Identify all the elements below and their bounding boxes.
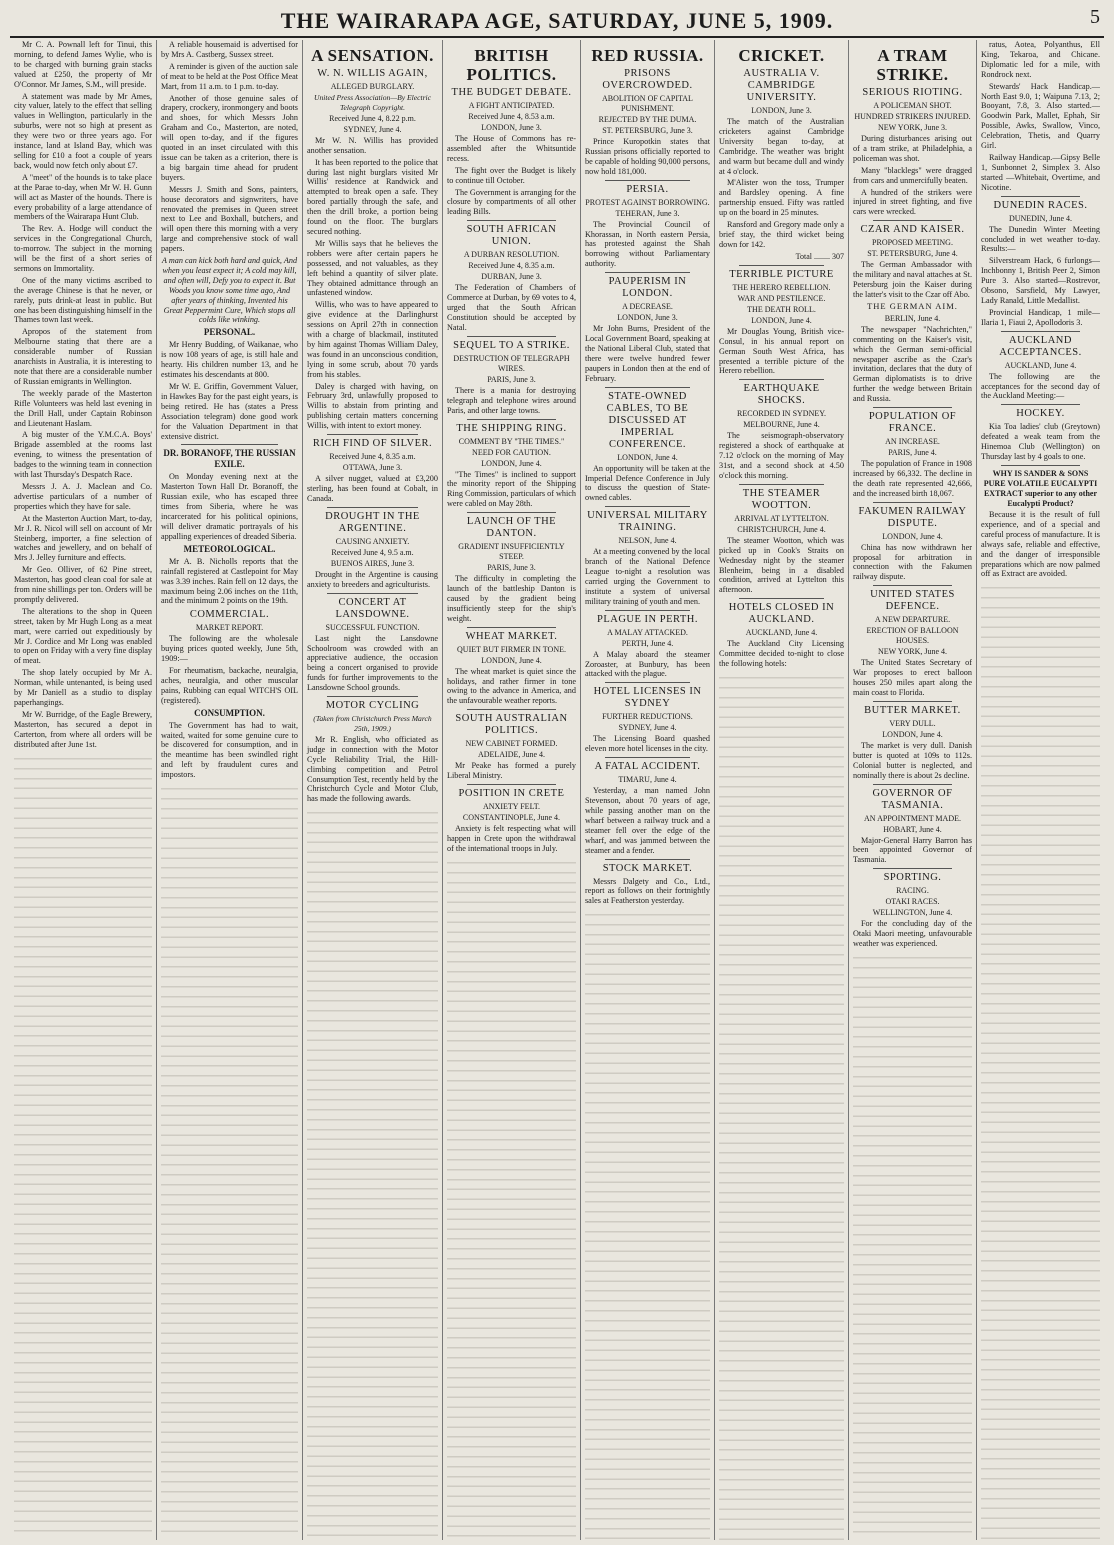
dateline: OTTAWA, June 3.	[342, 463, 403, 473]
dateline: PARIS, June 4.	[888, 448, 937, 458]
subheading: ANXIETY FELT.	[482, 802, 541, 812]
text-filler	[14, 752, 152, 1540]
subheading: OTAKI RACES.	[885, 897, 940, 907]
column-8	[976, 40, 1104, 1540]
divider	[467, 220, 556, 221]
section-heading: HOTEL LICENSES IN SYDNEY	[593, 686, 702, 710]
paragraph: Willis, who was to have appeared to give evidence at the Darlinghurst sessions on April 27th in connection with a charge of blackmail, instituted by him against Thomas William Daley, was found in an unconscious condition, lying in some scrub, about 70 yards from his stables.	[307, 300, 438, 379]
divider	[739, 379, 824, 380]
dateline: TEHERAN, June 3.	[615, 208, 680, 218]
section-heading: THE GERMAN AIM.	[867, 300, 958, 311]
column-4	[442, 40, 580, 1540]
dateline: BERLIN, June 4.	[884, 313, 941, 323]
paragraph: The United States Secretary of War proposes to erect balloon houses 250 miles apart along the main coast to Florida.	[853, 658, 972, 697]
divider	[873, 701, 952, 702]
dateline: HOBART, June 4.	[883, 824, 942, 834]
paragraph: The difficulty in completing the launch of the battleship Danton is caused by the gradient being insufficiently steep for the ship's weight.	[447, 574, 576, 623]
dateline: ST. PETERSBURG, June 3.	[602, 126, 693, 135]
subheading: THE BUDGET DEBATE.	[451, 87, 572, 98]
divider	[467, 627, 556, 628]
paragraph: There is a mania for destroying telegraph and telephone wires around Paris, and other large towns.	[447, 385, 576, 415]
paragraph: Silverstream Hack, 6 furlongs—Inchbonny 1, British Peer 2, Simon Pure 3. Also started—Rostrevor, Obsono, Sarsfield, My Lawyer, Lady Ranald, Little Medallist.	[981, 256, 1100, 305]
subheading: AN APPOINTMENT MADE.	[864, 813, 961, 823]
section-heading: WHEAT MARKET.	[465, 630, 558, 642]
subheading: A DURBAN RESOLUTION.	[463, 250, 560, 260]
section-heading: HOTELS CLOSED IN AUCKLAND.	[728, 602, 835, 626]
section-heading: THE STEAMER WOOTTON.	[742, 487, 821, 511]
subheading: ARRIVAL AT LYTTELTON.	[734, 513, 829, 523]
dateline: AUCKLAND, June 4.	[745, 628, 818, 638]
subheading: CAUSING ANXIETY.	[335, 536, 410, 546]
section-heading: CZAR AND KAISER.	[860, 224, 965, 236]
subheading: AUSTRALIA V. CAMBRIDGE UNIVERSITY.	[743, 68, 820, 103]
subheading: ALLEGED BURGLARY.	[330, 82, 415, 91]
subheading: RACING.	[896, 886, 929, 896]
text-filler	[585, 908, 710, 1540]
paragraph: Mr W. E. Griffin, Government Valuer, in Hawkes Bay for the past eight years, is being retired. He has (states a Press Association telegram) done good work for the Valuation Department in that extensive district.	[161, 382, 298, 441]
divider	[605, 506, 690, 507]
paragraph: Messrs J. A. J. Maclean and Co. advertise particulars of a number of properties which they have for sale.	[14, 481, 152, 511]
subheading: THE DEATH ROLL.	[747, 304, 816, 314]
divider	[739, 484, 824, 485]
section-heading: PLAGUE IN PERTH.	[597, 613, 698, 625]
paragraph: The newspaper "Nachrichten," commenting on the Kaiser's visit, which the German semi-official newspaper ascribe as the Czar's invitation, declares that the duty of German diplomatists is to drive further the wedge between Britain and Russia.	[853, 324, 972, 404]
dateline: CONSTANTINOPLE, June 4.	[462, 813, 561, 823]
headline: CRICKET.	[738, 46, 825, 65]
paragraph: "The Times" is inclined to support the minority report of the Shipping Ring Commission, particulars of which were cabled on May 28th.	[447, 469, 576, 509]
paragraph: During disturbances arising out of a tram strike, at Philadelphia, a policeman was shot.	[853, 134, 972, 163]
paragraph: On Monday evening next at the Masterton Town Hall Dr. Boranoff, the Russian exile, who has escaped three times from Siberia, where he was incarcerated for his political opinions, will deliver dramatic portrayals of his appalling experiences of dreaded Siberia.	[161, 472, 298, 541]
section-heading: POSITION IN CRETE	[458, 788, 565, 800]
dateline: SYDNEY, June 4.	[618, 723, 677, 733]
subheading: REJECTED BY THE DUMA.	[598, 115, 697, 124]
paragraph: Yesterday, a man named John Stevenson, about 70 years of age, while passing another man on the wharf between a railway truck and a steamer fell over the edge of the wharf, and was jammed between the steamer and a fender.	[585, 786, 710, 855]
dateline: BUENOS AIRES, June 3.	[330, 558, 415, 568]
paragraph: The wheat market is quiet since the holidays, and rather firmer in tone owing to the advance in America, and the unfavourable weather reports.	[447, 666, 576, 706]
paragraph: The alterations to the shop in Queen street, taken by Mr Hugh Long as a meat mart, were carried out expeditiously by Mr J. Cordice and Mr Long was enabled to open on Friday with a very fine display of meat.	[14, 606, 152, 666]
subheading: PROPOSED MEETING.	[872, 238, 953, 248]
paragraph: Mr Peake has formed a purely Liberal Ministry.	[447, 761, 576, 781]
paragraph: One of the many victims ascribed to the average Chinese is that he never, or rarely, puts drink-at least in public. But one has been distinguishing himself in the Thames town last week.	[14, 275, 152, 325]
paragraph: The population of France in 1908 increased by 66,332. The decline in the death rate represented 42,666, and the increased birth 18,067.	[853, 459, 972, 498]
divider	[873, 784, 952, 785]
paragraph: Provincial Handicap, 1 mile—Ilaria 1, Fiaui 2, Apollodoris 3.	[981, 307, 1100, 327]
paragraph: At the Masterton Auction Mart, to-day, Mr J. R. Nicol will sell on account of Mr Steinberg, importer, a fine selection of watches and jewellery, and on behalf of Mrs J. Jelley furniture and effects.	[14, 513, 152, 563]
dateline: WELLINGTON, June 4.	[872, 908, 953, 918]
section-heading: METEOROLOGICAL.	[183, 543, 276, 554]
subheading: NEED FOR CAUTION.	[472, 447, 551, 457]
section-heading: CONCERT AT LANSDOWNE.	[335, 596, 410, 620]
section-heading: LAUNCH OF THE DANTON.	[466, 516, 557, 540]
paragraph: Mr W. Burridge, of the Eagle Brewery, Masterton, has secured a depot in Carterton, from where all orders will be distributed after June 1st.	[14, 709, 152, 749]
paragraph: Mr Douglas Young, British vice-Consul, in his annual report on German South West Africa, has presented a terrible picture of the Herero rebellion.	[719, 326, 844, 376]
paragraph: For rheumatism, backache, neuralgia, aches, neuralgia, and other muscular pains, Rubbing can equal WITCH'S OIL (registered).	[161, 666, 298, 705]
divider	[605, 387, 690, 388]
section-heading: DROUGHT IN THE ARGENTINE.	[325, 510, 420, 534]
subheading: A FIGHT ANTICIPATED.	[468, 101, 555, 110]
dateline: LONDON, June 4.	[481, 458, 542, 468]
section-heading: SEQUEL TO A STRIKE.	[453, 339, 570, 351]
paragraph: Mr A. B. Nicholls reports that the rainfall registered at Castlepoint for May was 3.39 inches. Rain fell on 12 days, the maximum being 2.06 inches on the 11th, and the minimum 2 points on the 19th.	[161, 556, 298, 606]
paragraph: Another of those genuine sales of drapery, crockery, ironmongery and boots and shoes, for which Messrs John Graham and Co., Masterton, are noted, will open to-day, and if the figures quoted in an inset circulated with this issue can be taken as a criterion, there is a big bargain time ahead for prudent buyers.	[161, 93, 298, 182]
section-heading: TERRIBLE PICTURE	[729, 268, 834, 280]
section-heading: PAUPERISM IN LONDON.	[608, 276, 687, 300]
paragraph: Daley is charged with having, on February 3rd, unlawfully proposed to Willis to abstain from printing and publishing certain matters concerning Willis, with intent to extort money.	[307, 381, 438, 431]
divider	[467, 512, 556, 513]
paragraph: Anxiety is felt respecting what will happen in Crete upon the withdrawal of the international troops in July.	[447, 824, 576, 853]
divider	[739, 598, 824, 599]
paragraph: A hundred of the strikers were injured in street fighting, and five cars were wrecked.	[853, 187, 972, 217]
section-heading: HOCKEY.	[1016, 408, 1065, 420]
paragraph: It has been reported to the police that during last night burglars visited Mr Willis' residence at Randwick and attempted to break open a safe. They bored partially through the safe, and then the drill broke, a portion being found on the floor. The burglars secured nothing.	[307, 157, 438, 236]
divider	[467, 709, 556, 710]
divider	[327, 593, 418, 594]
paragraph: Prince Kuropotkin states that Russian prisons officially reported to be capable of holding 90,000 persons, now hold 181,000.	[585, 137, 710, 176]
dateline: TIMARU, June 4.	[618, 775, 677, 785]
paragraph: Mr C. A. Pownall left for Tinui, this morning, to defend James Wylie, who is to be charged with burning grain stacks valued at £250, the property of Mr O'Connor. Mr James, S.M., will preside.	[14, 40, 152, 89]
subheading: PRISONS OVERCROWDED.	[602, 68, 693, 91]
dateline: CHRISTCHURCH, June 4.	[737, 524, 826, 534]
column-7	[848, 40, 976, 1540]
section-heading: A FATAL ACCIDENT.	[594, 761, 701, 773]
columns	[10, 40, 1104, 1540]
divider	[467, 419, 556, 420]
score-total: Total ........ 307	[795, 251, 844, 261]
paragraph: ratus, Aotea, Polyanthus, Ell King, Tekaroa, and Chicane. Diplomatic led for a mile, with Rondrock next.	[981, 40, 1100, 79]
section-heading: THE SHIPPING RING.	[456, 422, 567, 434]
paragraph: The following are the acceptances for the second day of the Auckland Meeting:—	[981, 371, 1100, 401]
dateline: PARIS, June 3.	[487, 374, 536, 384]
paragraph: The steamer Wootton, which was picked up in Cook's Straits on Wednesday night by the steamer Blenheim, being in a disabled condition, arrived at Lyttelton this afternoon.	[719, 535, 844, 595]
subheading: PROTEST AGAINST BORROWING.	[585, 197, 710, 207]
paragraph: A "meet" of the hounds is to take place at the Parae to-day, when Mr W. H. Gunn will act as Master of the hounds. There is every probability of a large attendance of members of the Wairarapa Hunt Club.	[14, 172, 152, 222]
divider	[605, 610, 690, 611]
paragraph: An opportunity will be taken at the Imperial Defence Conference in July to discuss the question of State-owned cables.	[585, 463, 710, 503]
dateline: (Taken from Christchurch Press March 25th, 1909.)	[313, 714, 432, 733]
divider	[1001, 196, 1080, 197]
section-heading: EARTHQUAKE SHOCKS.	[743, 383, 820, 407]
text-filler	[719, 671, 844, 1540]
subheading: SERIOUS RIOTING.	[862, 87, 963, 98]
subheading: A DECREASE.	[622, 302, 673, 312]
paragraph: The Auckland City Licensing Committee decided to-night to close the following hotels:	[719, 639, 844, 669]
divider	[1001, 331, 1080, 332]
dateline: ST. PETERSBURG, June 4.	[867, 249, 958, 259]
paragraph: China has now withdrawn her proposal for arbitration in connection with the Fakumen railway dispute.	[853, 542, 972, 582]
section-heading: RICH FIND OF SILVER.	[312, 438, 433, 450]
dateline: DUNEDIN, June 4.	[1008, 213, 1073, 223]
paragraph: The seismograph-observatory registered a shock of earthquake at 7.12 o'clock on the morning of May 31st, and a second shock at 4.50 o'clock this morning.	[719, 431, 844, 480]
column-1	[10, 40, 156, 1540]
paragraph: A reminder is given of the auction sale of meat to be held at the Post Office Meat Mart, from 11 a.m. to 1 p.m. to-day.	[161, 61, 298, 91]
dateline: LONDON, June 4.	[882, 531, 943, 541]
section-heading: GOVERNOR OF TASMANIA.	[872, 787, 953, 811]
section-heading: SOUTH AUSTRALIAN POLITICS.	[455, 713, 568, 737]
paragraph: The Licensing Board quashed eleven more hotel licenses in the city.	[585, 734, 710, 754]
dateline: Received June 4, 8.35 a.m.	[329, 452, 416, 462]
paragraph: The German Ambassador with the military and naval attaches at St. Petersburg join the Kaiser during the latter's visit to the Czar off Abo.	[853, 260, 972, 299]
paragraph: Many "blacklegs" were dragged from cars and unmercifully beaten.	[853, 165, 972, 185]
paragraph: A Malay aboard the steamer Zoroaster, at Bunbury, has been attacked with the plague.	[585, 649, 710, 679]
divider	[605, 682, 690, 683]
subheading: THE HERERO REBELLION.	[732, 282, 831, 292]
subheading: QUIET BUT FIRMER IN TONE.	[457, 644, 566, 654]
paragraph: The weekly parade of the Masterton Rifle Volunteers was held last evening in the Drill Hall, under Captain Robinson and Lieutenant Haslam.	[14, 388, 152, 428]
paragraph: A big muster of the Y.M.C.A. Boys' Brigade assembled at the rooms last evening, to witness the presentation of badges to the winning team in connection with last Thursday's Despatch Race.	[14, 430, 152, 480]
text-filler	[981, 581, 1100, 1540]
section-heading: POPULATION OF FRANCE.	[868, 411, 957, 435]
dateline: Received June 4, 8.53 a.m.	[468, 112, 555, 121]
subheading: VERY DULL.	[889, 718, 936, 728]
paragraph: A statement was made by Mr Ames, city valuer, lately to the effect that selling values in Wellington, particularly in the suburbs, were not so high at present as they were two or three years ago. For instance, land at Island Bay, which was selling for £10 a foot a couple of years back, would now fetch only about £7.	[14, 91, 152, 170]
paragraph: Kia Toa ladies' club (Greytown) defeated a weak team from the Hinemoa Club (Wellington) on Thursday last by 4 goals to one.	[981, 422, 1100, 462]
paragraph: Major-General Harry Barron has been appointed Governor of Tasmania.	[853, 835, 972, 865]
paragraph: Drought in the Argentine is causing anxiety to breeders and agriculturists.	[307, 569, 438, 589]
divider	[327, 434, 418, 435]
dateline: LONDON, June 4.	[481, 655, 542, 665]
section-heading: CONSUMPTION.	[194, 707, 265, 718]
subheading: A MALAY ATTACKED.	[607, 627, 688, 637]
divider	[467, 784, 556, 785]
paragraph: The match of the Australian cricketers against Cambridge University began to-day, at Cambridge. The weather was bright and warm but became dull and windy at 4 o'clock.	[719, 117, 844, 176]
text-filler	[161, 782, 298, 1540]
paragraph: The shop lately occupied by Mr A. Norman, while untenanted, is being used by Mr Daniell as a studio to display paperhangings.	[14, 668, 152, 707]
section-heading: UNIVERSAL MILITARY TRAINING.	[587, 510, 708, 534]
paragraph: The following are the wholesale buying prices quoted weekly, June 5th, 1909:—	[161, 634, 298, 664]
column-2	[156, 40, 302, 1540]
divider	[873, 585, 952, 586]
paragraph: M'Alister won the toss, Trumper and Bardsley opening. A fine partnership ensued. Fifty was rattled up on the board in 25 minutes.	[719, 178, 844, 218]
advertisement-heading: WHY IS SANDER & SONS PURE VOLATILE EUCALYPTI EXTRACT superior to any other Eucalypti Product?	[983, 469, 1098, 508]
divider	[1001, 404, 1080, 405]
subheading: COMMENT BY "THE TIMES."	[458, 436, 565, 446]
subheading: MARKET REPORT.	[195, 623, 264, 633]
page-number: 5	[1090, 6, 1100, 28]
dateline: MELBOURNE, June 4.	[743, 420, 820, 430]
paragraph: Mr John Burns, President of the Local Government Board, speaking at the National Liberal Club, stated that there were twelve hundred fewer paupers in London then at the end of February.	[585, 324, 710, 383]
dateline: PARIS, June 3.	[487, 563, 536, 573]
divider	[605, 757, 690, 758]
dateline: United Press Association—By Electric Telegraph Copyright.	[313, 93, 432, 112]
subheading: RECORDED IN SYDNEY.	[737, 409, 826, 419]
paragraph: The Dunedin Winter Meeting concluded in wet weather to-day. Results:—	[981, 224, 1100, 254]
dateline: NELSON, June 4.	[618, 536, 677, 546]
paragraph: Mr R. English, who officiated as judge in connection with the Motor Cycle Reliability Trial, the Hill-climbing competition and Petrol Consumption Test, recently held by the Christchurch Cycle and Motor Club, has made the following awards.	[307, 734, 438, 804]
section-heading: BUTTER MARKET.	[864, 704, 961, 716]
masthead-title: THE WAIRARAPA AGE, SATURDAY, JUNE 5, 1909.	[280, 8, 834, 33]
paragraph: The Federation of Chambers of Commerce at Durban, by 69 votes to 4, urged that the South African Constitution should be accepted by Natal.	[447, 283, 576, 332]
section-heading: DR. BORANOFF, THE RUSSIAN EXILE.	[163, 448, 296, 470]
dateline: LONDON, June 4.	[751, 315, 812, 325]
paragraph: A reliable housemaid is advertised for by Mrs A. Castberg, Sussex street.	[161, 40, 298, 59]
dateline: Received June 4, 8.35 a.m.	[468, 261, 555, 271]
paragraph: Stewards' Hack Handicap.—North East 9.0, 1; Waipuna 7.13, 2; Booyant, 7.8, 3. Also started.—Goodwin Park, Mallet, Ephah, Sir Possible, Awks, Swallow, Vinco, Celebration, Thetis, and Quarry Girl.	[981, 81, 1100, 151]
divider	[327, 696, 418, 697]
paragraph: The fight over the Budget is likely to continue till October.	[447, 165, 576, 185]
section-heading: PERSONAL.	[203, 327, 256, 338]
subheading: ABOLITION OF CAPITAL PUNISHMENT.	[602, 94, 693, 113]
paragraph: Mr Henry Budding, of Waikanae, who is now 108 years of age, is still hale and hearty. His children number 13, and he estimates his descendants at 800.	[161, 340, 298, 380]
column-6	[714, 40, 848, 1540]
masthead	[10, 6, 1104, 38]
paragraph: Ransford and Gregory made only a brief stay, the third wicket being down for 142.	[719, 220, 844, 249]
paragraph: Mr Geo. Olliver, of 62 Pine street, Masterton, has good clean coal for sale at from nine shillings per ton. Orders will be promptly delivered.	[14, 565, 152, 604]
divider	[605, 272, 690, 273]
subheading: FURTHER REDUCTIONS.	[602, 712, 693, 722]
column-5	[580, 40, 714, 1540]
section-heading: COMMERCIAL.	[189, 609, 270, 621]
section-heading: PERSIA.	[626, 183, 669, 195]
paragraph: A silver nugget, valued at £3,200 sterling, has been found at Cobalt, in Canada.	[307, 474, 438, 503]
divider	[1001, 465, 1080, 466]
subheading: W. N. WILLIS AGAIN,	[317, 68, 428, 79]
dateline: PERTH, June 4.	[621, 638, 674, 648]
divider	[873, 407, 952, 408]
advertisement-text: Because it is the result of full experience, and of a special and careful process of manufacture. It is always safe, reliable and effective, and the danger of irresponsible preparations which are now palmed off as Extract are avoided.	[981, 510, 1100, 579]
paragraph: Mr W. N. Willis has provided another sensation.	[307, 135, 438, 155]
divider	[605, 180, 690, 181]
subheading: DESTRUCTION OF TELEGRAPH WIRES.	[453, 353, 570, 373]
subheading: A POLICEMAN SHOT.	[873, 101, 952, 110]
dateline: DURBAN, June 3.	[481, 272, 542, 282]
dateline: LONDON, June 3.	[751, 106, 812, 115]
paragraph: Apropos of the statement from Melbourne stating that there are a considerable number of Russian anarchists in Australia, it is interesting to note that there are a considerable number of Russian emigrants in Wellington.	[14, 327, 152, 386]
headline: A TRAM STRIKE.	[876, 46, 949, 84]
dateline: NEW YORK, June 4.	[877, 647, 948, 657]
divider	[467, 336, 556, 337]
divider	[873, 220, 952, 221]
subheading: A NEW DEPARTURE.	[874, 615, 951, 625]
dateline: Received June 4, 9.5 a.m.	[331, 547, 414, 557]
dateline: ADELAIDE, June 4.	[477, 750, 546, 760]
divider	[873, 868, 952, 869]
headline: BRITISH POLITICS.	[466, 46, 557, 84]
subheading: HUNDRED STRIKERS INJURED.	[854, 112, 971, 121]
section-heading: SPORTING.	[883, 872, 942, 884]
section-heading: DUNEDIN RACES.	[993, 199, 1088, 211]
paragraph: The Provincial Council of Khorassan, in North eastern Persia, has protested against the Shah borrowing without Parliamentary authority.	[585, 219, 710, 269]
subheading: NEW CABINET FORMED.	[465, 739, 558, 749]
subheading: SUCCESSFUL FUNCTION.	[325, 622, 420, 632]
dateline: LONDON, June 4.	[617, 452, 678, 462]
paragraph: The Government has had to wait, waited, waited for some genuine cure to be discovered for consumption, and in the meantime has been swindled right and left by fraudulent cures and impostors.	[161, 720, 298, 780]
subheading: AN INCREASE.	[885, 437, 940, 447]
dateline: AUCKLAND, June 4.	[1004, 360, 1077, 370]
section-heading: FAKUMEN RAILWAY DISPUTE.	[858, 505, 967, 529]
dateline: LONDON, June 4.	[882, 729, 943, 739]
subheading: ERECTION OF BALLOON HOUSES.	[866, 626, 959, 646]
section-heading: SOUTH AFRICAN UNION.	[466, 224, 557, 248]
divider	[605, 859, 690, 860]
paragraph: Messrs Dalgety and Co., Ltd., report as follows on their fortnightly sales at Featherston yesterday.	[585, 876, 710, 906]
verse: A man can kick both hard and quick, And when you least expect it; A cold may kill, and often will, Defy you to expect it. But Woods you know some time ago, And after years of thinking, Invented his Great Peppermint Cure, Which stops all colds like winking.	[161, 256, 298, 325]
paragraph: Mr Willis says that he believes the robbers were after certain papers he possessed, and not valuables, as they left behind a quantity of silver plate. They obtained admittance through an unfastened window.	[307, 238, 438, 298]
paragraph: Messrs J. Smith and Sons, painters, house decorators and signwriters, have renovated the premises in Queen street next to Lee and Boxhall, butchers, and will open there this morning with a very large and comprehensive stock of wall papers.	[161, 184, 298, 254]
paragraph: The Rev. A. Hodge will conduct the services in the Congregational Church, to-morrow. The subject in the morning will be the first of a short series of sermons on Immortality.	[14, 224, 152, 273]
subheading: GRADIENT INSUFFICIENTLY STEEP.	[458, 542, 565, 562]
section-heading: MOTOR CYCLING	[325, 700, 420, 712]
paragraph: The market is very dull. Danish butter is quoted at 109s to 112s. Colonial butter is neglected, and nominally there is about 2s decline.	[853, 740, 972, 780]
divider	[327, 507, 418, 508]
text-filler	[307, 806, 438, 1540]
text-filler	[853, 951, 972, 1540]
paragraph: The Government is arranging for the closure by compartments of all other leading Bills.	[447, 187, 576, 217]
paragraph: For the concluding day of the Otaki Maori meeting, unfavourable weather was experienced.	[853, 919, 972, 949]
paragraph: At a meeting convened by the local branch of the National Defence League to-night a resolution was carried urging the Government to institute a system of universal military training of youth and men.	[585, 547, 710, 606]
headline: RED RUSSIA.	[591, 46, 704, 65]
dateline: LONDON, June 3.	[617, 313, 678, 323]
section-heading: UNITED STATES DEFENCE.	[870, 589, 955, 613]
section-heading: STOCK MARKET.	[602, 862, 693, 874]
column-3	[302, 40, 442, 1540]
divider	[739, 265, 824, 266]
dateline: NEW YORK, June 3.	[877, 123, 948, 132]
subheading: WAR AND PESTILENCE.	[737, 293, 826, 303]
divider	[873, 502, 952, 503]
section-heading: AUCKLAND ACCEPTANCES.	[999, 334, 1082, 358]
dateline: Received June 4, 8.22 p.m.	[329, 113, 416, 123]
divider	[181, 444, 278, 445]
headline: A SENSATION.	[311, 46, 434, 65]
dateline: LONDON, June 3.	[481, 123, 542, 132]
text-filler	[447, 856, 576, 1540]
paragraph: Last night the Lansdowne Schoolroom was crowded with an appreciative audience, the occasion being a concert organised to provide funds for further improvements to the Lansdowne School grounds.	[307, 633, 438, 693]
paragraph: Railway Handicap.—Gipsy Belle 1, Sunbonnet 2, Simplex 3. Also started —Whitebait, Overtime, and Nicotine.	[981, 152, 1100, 192]
paragraph: The House of Commons has re-assembled after the Whitsuntide recess.	[447, 134, 576, 163]
section-heading: STATE-OWNED CABLES, TO BE DISCUSSED AT IMPERIAL CONFERENCE.	[606, 390, 689, 450]
dateline: SYDNEY, June 4.	[343, 124, 402, 134]
